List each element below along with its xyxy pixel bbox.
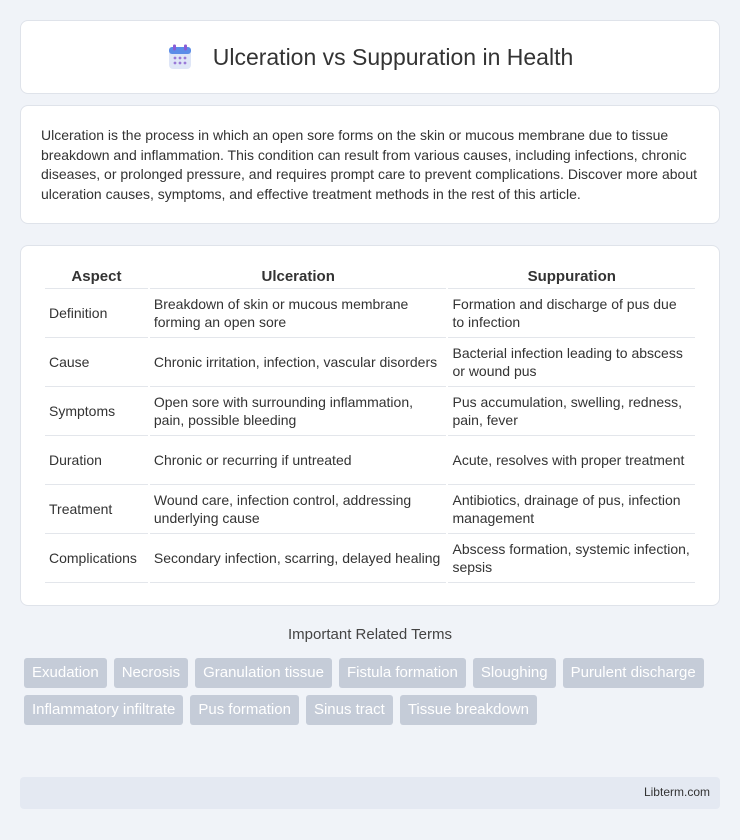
table-row <box>45 436 695 485</box>
related-term-tag[interactable]: Sinus tract <box>306 695 393 725</box>
related-term-tag[interactable]: Exudation <box>24 658 107 688</box>
header-card <box>20 20 720 94</box>
page-title: Ulceration vs Suppuration in Health <box>212 43 574 70</box>
table-header-row <box>45 266 695 289</box>
intro-card <box>20 105 720 224</box>
table-row <box>45 485 695 534</box>
footer <box>20 777 720 809</box>
related-terms-list <box>24 658 724 732</box>
row-suppuration: Abscess formation, systemic infection, sepsis <box>448 534 695 583</box>
row-aspect: Complications <box>45 534 148 583</box>
row-aspect: Treatment <box>45 485 148 534</box>
row-ulceration: Wound care, infection control, addressing underlying cause <box>150 485 447 534</box>
related-term-tag[interactable]: Sloughing <box>473 658 556 688</box>
related-term-tag[interactable]: Pus formation <box>190 695 299 725</box>
row-aspect: Cause <box>45 338 148 387</box>
header-aspect: Aspect <box>45 266 148 289</box>
related-term-tag[interactable]: Tissue breakdown <box>400 695 537 725</box>
table-row <box>45 338 695 387</box>
related-terms-title: Important Related Terms <box>288 626 452 643</box>
row-suppuration: Acute, resolves with proper treatment <box>448 436 695 485</box>
intro-text: Ulceration is the process in which an open sore forms on the skin or mucous membrane due to tissue breakdown and inflammation. This condition can result from various causes, including infections, chronic diseases, or prolonged pressure, and requires prompt care to prevent complications. Discover more about ulceration causes, symptoms, and effective treatment methods in the rest of this article. <box>41 127 697 202</box>
row-aspect: Definition <box>45 289 148 338</box>
row-aspect: Symptoms <box>45 387 148 436</box>
header-suppuration: Suppuration <box>448 266 695 289</box>
row-suppuration: Pus accumulation, swelling, redness, pain, fever <box>448 387 695 436</box>
table-row <box>45 387 695 436</box>
table-row <box>45 289 695 338</box>
comparison-table <box>43 266 697 583</box>
row-ulceration: Secondary infection, scarring, delayed healing <box>150 534 447 583</box>
related-term-tag[interactable]: Necrosis <box>114 658 188 688</box>
related-term-tag[interactable]: Purulent discharge <box>563 658 704 688</box>
table-row <box>45 534 695 583</box>
row-ulceration: Chronic or recurring if untreated <box>150 436 447 485</box>
comparison-table-card <box>20 245 720 606</box>
row-suppuration: Antibiotics, drainage of pus, infection management <box>448 485 695 534</box>
related-term-tag[interactable]: Inflammatory infiltrate <box>24 695 183 725</box>
footer-site-link[interactable]: Libterm.com <box>643 785 710 799</box>
related-term-tag[interactable]: Granulation tissue <box>195 658 332 688</box>
row-ulceration: Chronic irritation, infection, vascular disorders <box>150 338 447 387</box>
calendar-icon <box>167 44 193 70</box>
row-ulceration: Open sore with surrounding inflammation, pain, possible bleeding <box>150 387 447 436</box>
header-ulceration: Ulceration <box>150 266 447 289</box>
row-aspect: Duration <box>45 436 148 485</box>
row-suppuration: Formation and discharge of pus due to infection <box>448 289 695 338</box>
row-ulceration: Breakdown of skin or mucous membrane forming an open sore <box>150 289 447 338</box>
related-term-tag[interactable]: Fistula formation <box>339 658 466 688</box>
row-suppuration: Bacterial infection leading to abscess or wound pus <box>448 338 695 387</box>
